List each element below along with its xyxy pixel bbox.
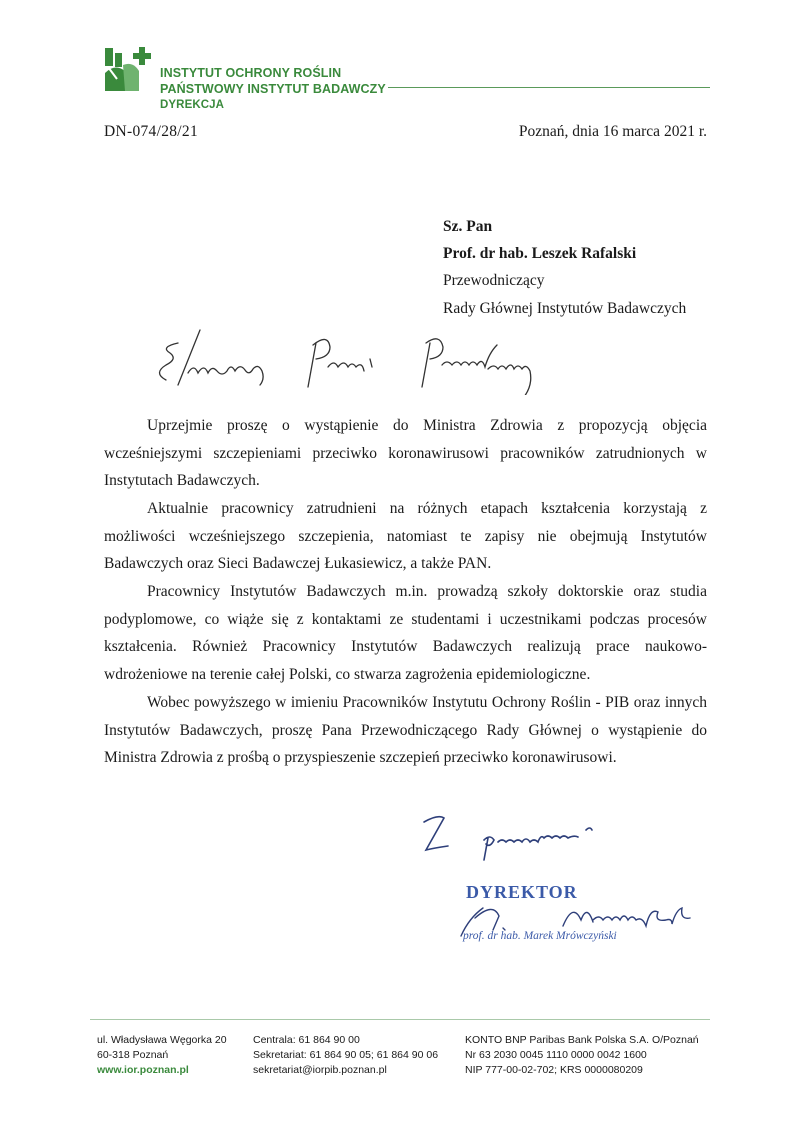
footer-bank	[465, 1033, 699, 1078]
addressee-organization: Rady Głównej Instytutów Badawczych	[443, 300, 687, 317]
footer-city: 60-318 Poznań	[97, 1049, 169, 1061]
footer-email-link[interactable]: sekretariat@iorpib.poznan.pl	[253, 1064, 387, 1076]
footer-street: ul. Władysława Węgorka 20	[97, 1034, 227, 1046]
footer-phone-secretariat: Sekretariat: 61 864 90 05; 61 864 90 06	[253, 1049, 439, 1061]
header-divider	[388, 87, 710, 88]
addressee-name: Prof. dr hab. Leszek Rafalski	[443, 245, 637, 262]
institute-name: INSTYTUT OCHRONY ROŚLIN	[160, 66, 342, 80]
reference-number: DN-074/28/21	[104, 123, 199, 140]
footer-phone-central: Centrala: 61 864 90 00	[253, 1034, 360, 1046]
institute-logo	[103, 43, 151, 93]
footer-address	[97, 1033, 227, 1078]
footer-divider	[90, 1019, 710, 1020]
handwritten-closing	[418, 810, 638, 865]
stamp-title: DYREKTOR	[466, 882, 578, 902]
body-paragraph-4: Wobec powyższego w imieniu Pracowników Instytutu Ochrony Roślin - PIB oraz innych Instytutów Badawczych, proszę Pana Przewodniczącego Rady Głównej o wystąpienie do Ministra Zdrowia z prośbą o przyspieszenie szczepień przeciwko koronawirusowi.	[104, 694, 707, 766]
footer-website-link[interactable]: www.ior.poznan.pl	[97, 1064, 189, 1076]
body-paragraph-2: Aktualnie pracownicy zatrudnieni na różnych etapach kształcenia korzystają z możliwości wcześniejszego szczepienia, natomiast te zapisy nie obejmują Instytutów Badawczych oraz Sieci Badawczej Łukasiewicz, a także PAN.	[104, 500, 707, 572]
addressee-role: Przewodniczący	[443, 272, 545, 289]
stamp-name: prof. dr hab. Marek Mrówczyński	[463, 930, 617, 942]
date-line: Poznań, dnia 16 marca 2021 r.	[518, 123, 707, 140]
addressee-salutation: Sz. Pan	[443, 218, 493, 235]
body-paragraph-3: Pracownicy Instytutów Badawczych m.in. prowadzą szkoły doktorskie oraz studia podyplomowe, co wiąże się z kontaktami ze studentami i uczestnikami podczas procesów kształcenia. Również Pracownicy Instytutów Badawczych realizują prace naukowo-wdrożeniowe na terenie całej Polski, co stwarza zagrożenia epidemiologiczne.	[104, 583, 707, 683]
body-paragraph-1: Uprzejmie proszę o wystąpienie do Ministra Zdrowia z propozycją objęcia wcześniejszymi szczepieniami przeciwko koronawirusowi pracowników zatrudnionych w Instytutach Badawczych.	[104, 417, 707, 489]
footer-contact	[253, 1033, 438, 1078]
footer-account-number: Nr 63 2030 0045 1110 0000 0042 1600	[465, 1049, 647, 1061]
handwritten-salutation	[148, 325, 603, 395]
footer-tax-ids: NIP 777-00-02-702; KRS 0000080209	[465, 1064, 643, 1076]
department-label: DYREKCJA	[160, 99, 225, 111]
institute-subtitle: PAŃSTWOWY INSTYTUT BADAWCZY	[160, 82, 386, 96]
footer-bank-name: KONTO BNP Paribas Bank Polska S.A. O/Poznań	[465, 1034, 699, 1046]
